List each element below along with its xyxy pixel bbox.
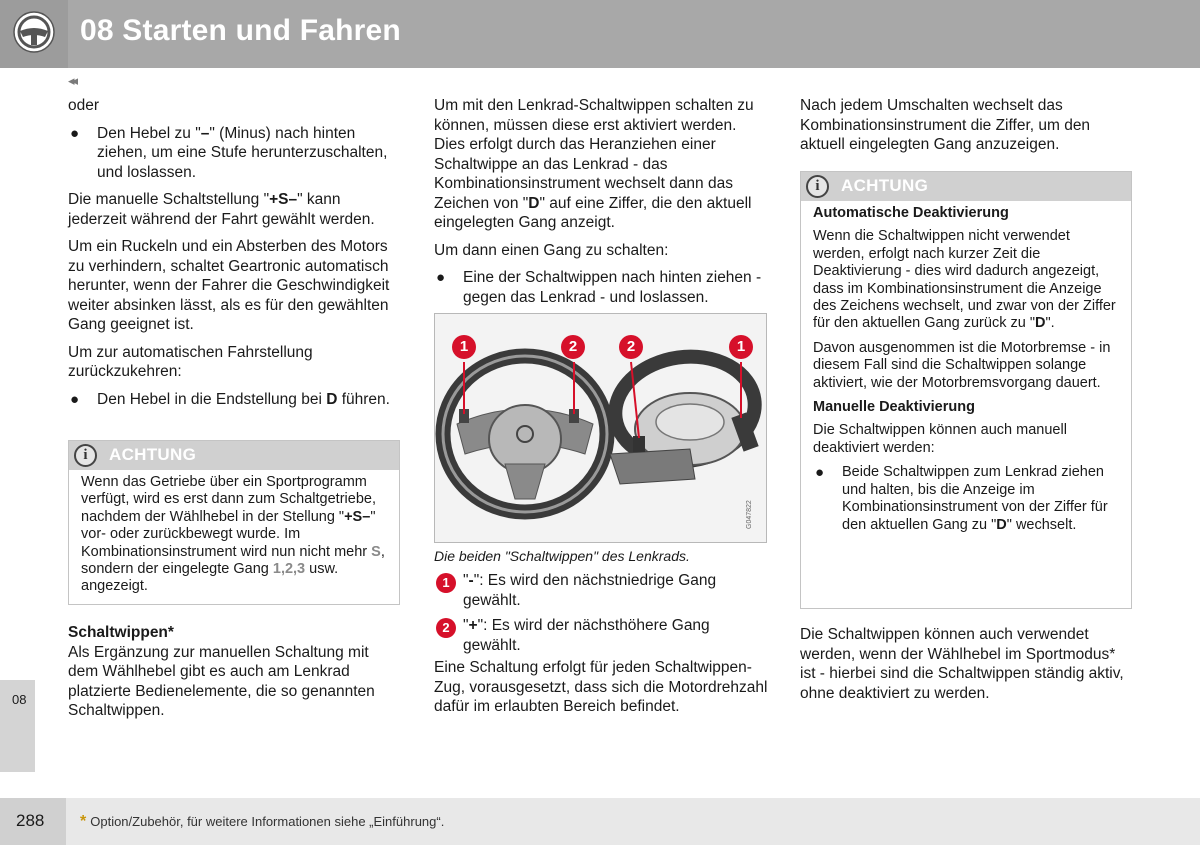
figure-code: G047822 [746,500,753,529]
footnote-text: Option/Zubehör, für weitere Informationen siehe „Einführung“. [90,814,445,829]
list-marker-2: 2 [436,618,456,638]
note-subheading: Manuelle Deaktivierung [813,399,975,416]
list-marker-1: 1 [436,573,456,593]
bullet-icon: ● [436,269,446,286]
note-header [801,172,1131,201]
list-item: ● Den Hebel zu "–" (Minus) nach hinten ziehen, um eine Stufe herunterzuschalten, und loslassen. [70,124,388,181]
note-title: ACHTUNG [841,176,929,195]
bullet-icon: ● [70,124,80,142]
paragraph: Um mit den Lenkrad-Schaltwippen schalten zu können, müssen diese erst aktiviert werden. Dies erfolgt durch das Heranziehen einer Schaltwippe an das Lenkrad - das Kombinationsinstrument wechselt dann das Zeichen von "D" auf eine Ziffer, die den aktuell eingelegten Gang anzeigt. [434,97,754,231]
note-title: ACHTUNG [109,445,197,464]
note-paragraph: Davon ausgenommen ist die Motorbremse - in diesem Fall sind die Schaltwippen solange aktiviert, wie der Motorbremsvorgang dauert. [813,339,1111,391]
text-column-3-lower [800,625,1135,711]
info-icon: i [806,175,829,198]
text-column-3 [800,96,1132,163]
footnote [80,813,444,831]
paragraph: Die manuelle Schaltstellung "+S–" kann jederzeit während der Fahrt gewählt werden. [68,191,375,228]
section-heading: Schaltwippen* [68,624,174,641]
page-number: 288 [16,811,45,830]
info-icon: i [74,444,97,467]
text-column-1-lower [68,623,400,729]
back-nav-link[interactable]: ◂◂ [68,73,76,88]
paragraph: Um ein Ruckeln und ein Absterben des Motors zu verhindern, schaltet Geartronic automatisch herunter, wenn der Fahrer die Geschwindigkeit weiter absinken lässt, als es für den gewählten Gang geeignet ist. [68,238,390,333]
note-text: Wenn das Getriebe über ein Sportprogramm verfügt, wird es erst dann zum Schaltgetriebe, nachdem der Wählhebel in der Stellung "+S–" vor- oder zurückbewegt wurde. Im Kombinationsinstrument wird nun nicht mehr S, sondern der eingelegte Gang 1,2,3 usw. angezeigt. [81,474,385,595]
footnote-star: * [80,813,87,830]
note-subheading: Automatische Deaktivierung [813,205,1009,221]
bullet-icon: ● [70,390,80,408]
figure-marker-1: 1 [729,335,753,359]
note-paragraph: Die Schaltwippen können auch manuell deaktiviert werden: [813,422,1067,456]
chapter-tab [0,0,68,68]
steering-wheel-illustration [435,314,767,543]
list-item: ● Den Hebel in die Endstellung bei D führen. [70,390,390,408]
numbered-item: "+": Es wird der nächsthöhere Gang gewählt. [463,617,710,654]
steering-wheel-icon [12,10,56,54]
chapter-title: 08 Starten und Fahren [80,14,401,47]
numbered-item: "-": Es wird den nächstniedrige Gang gewählt. [463,572,717,609]
text-column-2-lower [434,658,769,725]
paragraph: Eine Schaltung erfolgt für jeden Schaltwippen-Zug, vorausgesetzt, dass sich die Motordrehzahl dafür im erlaubten Bereich befindet. [434,659,768,715]
note-text [801,201,1131,550]
chapter-side-label: 08 [12,692,27,707]
paragraph: oder [68,97,100,114]
note-box-sportprogramm [68,440,400,605]
figure-marker-2: 2 [561,335,585,359]
figure-caption: Die beiden "Schaltwippen" des Lenkrads. [434,548,690,564]
figure-marker-2: 2 [619,335,643,359]
paragraph: Nach jedem Umschalten wechselt das Kombinationsinstrument die Ziffer, um den aktuell eingelegten Gang anzuzeigen. [800,97,1091,153]
paragraph: Um dann einen Gang zu schalten: [434,241,669,259]
note-paragraph: Wenn die Schaltwippen nicht verwendet werden, erfolgt nach kurzer Zeit die Deaktivierung - dies wird dadurch angezeigt, dass im Kombinationsinstrument die Anzeige des Zeichens wechselt, und zwar von der Ziffer für den aktuellen Gang zurück zu "D". [813,228,1116,332]
paragraph: Die Schaltwippen können auch verwendet werden, wenn der Wählhebel im Sportmodus* ist - hierbei sind die Schaltwippen ständig aktiv, ohne deaktiviert zu werden. [800,626,1124,702]
figure-marker-1: 1 [452,335,476,359]
paragraph: Um zur automatischen Fahrstellung zurückzukehren: [68,343,313,380]
paragraph: Als Ergänzung zur manuellen Schaltung mit dem Wählhebel gibt es auch am Lenkrad platzierte Bedienelemente, die so genannten Schaltwippen. [68,643,375,719]
text-column-1 [68,96,400,417]
steering-wheel-figure [434,313,767,543]
list-item: ● Beide Schaltwippen zum Lenkrad ziehen und halten, bis die Anzeige im Kombinationsinstrument von der Ziffer für den aktuellen Gang zu "D" wechselt. [815,464,1108,533]
note-header [69,441,399,470]
text-column-2 [434,96,769,315]
list-item: ● Eine der Schaltwippen nach hinten ziehen - gegen das Lenkrad - und loslassen. [436,269,762,306]
bullet-icon: ● [815,464,825,482]
note-box-deaktivierung [800,171,1132,609]
